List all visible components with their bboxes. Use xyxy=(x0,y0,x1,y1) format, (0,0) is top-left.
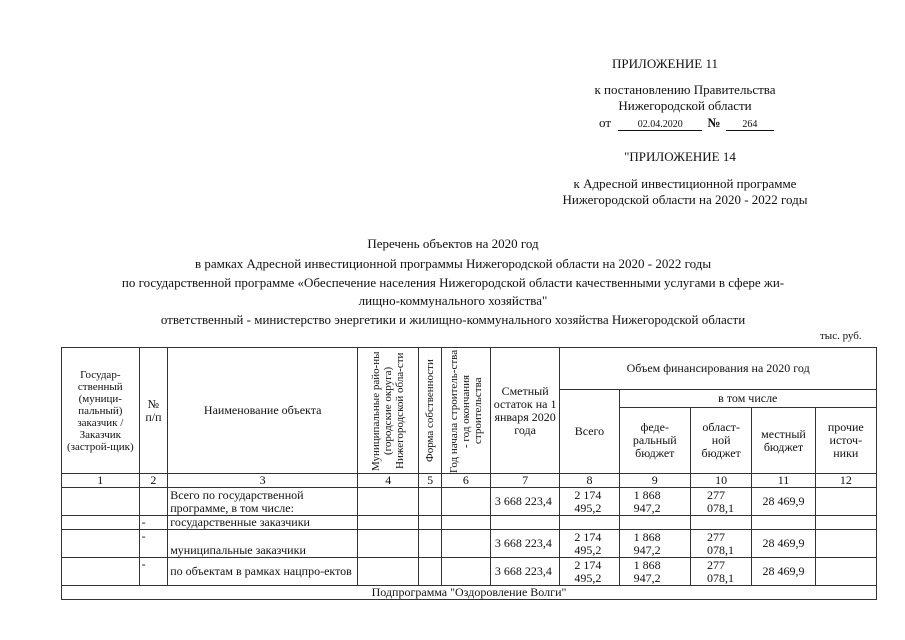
table-row xyxy=(62,516,877,530)
col-number: 6 xyxy=(441,474,490,488)
appendix-title: ПРИЛОЖЕНИЕ 11 xyxy=(612,56,718,71)
row-regional: 277 078,1 xyxy=(691,530,752,558)
doc-title-line-1: Перечень объектов на 2020 год xyxy=(367,236,539,251)
row-name: муниципальные заказчики xyxy=(168,530,358,558)
col-number: 12 xyxy=(815,474,876,488)
row-num: - xyxy=(139,530,168,558)
row-num: - xyxy=(139,558,168,586)
header-funding-group: Объем финансирования на 2020 год xyxy=(560,348,877,390)
row-local: 28 469,9 xyxy=(752,558,815,586)
decree-line-2: Нижегородской области xyxy=(618,98,752,113)
col-number: 10 xyxy=(691,474,752,488)
doc-title-line-4: лищно-коммунального хозяйства" xyxy=(358,293,548,308)
header-num: № п/п xyxy=(139,348,168,474)
from-label: от xyxy=(599,115,612,130)
col-number: 2 xyxy=(139,474,168,488)
header-federal: феде-ральный бюджет xyxy=(619,408,690,474)
program-line-1: к Адресной инвестиционной программе xyxy=(573,176,797,191)
header-estimate: Сметный остаток на 1 января 2020 года xyxy=(490,348,559,474)
row-regional: 277 078,1 xyxy=(691,558,752,586)
row-name: Всего по государственной программе, в том числе: xyxy=(168,488,358,516)
header-ownership: Форма собственности xyxy=(424,359,437,462)
table-row xyxy=(62,530,877,558)
row-local: 28 469,9 xyxy=(752,530,815,558)
row-total: 2 174 495,2 xyxy=(560,558,619,586)
col-number: 11 xyxy=(752,474,815,488)
col-number: 9 xyxy=(619,474,690,488)
doc-title-line-5: ответственный - министерство энергетики и жилищно-коммунального хозяйства Нижегородской области xyxy=(160,312,746,327)
row-local xyxy=(752,516,815,530)
row-total xyxy=(560,516,619,530)
row-estimate: 3 668 223,4 xyxy=(490,558,559,586)
header-years: Год начала строитель-ства - год окончания строительства xyxy=(447,348,484,473)
row-regional: 277 078,1 xyxy=(691,488,752,516)
decree-number: 264 xyxy=(726,119,774,131)
row-name: по объектам в рамках нацпро-ектов xyxy=(168,558,358,586)
decree-line-1: к постановлению Правительства xyxy=(594,82,776,97)
subprogram-title: Подпрограмма "Оздоровление Волги" xyxy=(62,586,877,600)
row-regional xyxy=(691,516,752,530)
header-object-name: Наименование объекта xyxy=(168,348,358,474)
table-row xyxy=(62,488,877,516)
col-number: 8 xyxy=(560,474,619,488)
header-customer: Государ-ственный (муници-пальный) заказчик /Заказчик (застрой-щик) xyxy=(62,348,140,474)
units-label: тыс. руб. xyxy=(820,330,862,342)
row-estimate: 3 668 223,4 xyxy=(490,530,559,558)
table-row xyxy=(62,558,877,586)
column-number-row xyxy=(62,474,877,488)
row-num: - xyxy=(139,516,168,530)
objects-table xyxy=(61,347,877,600)
header-including: в том числе xyxy=(619,390,876,408)
col-number: 1 xyxy=(62,474,140,488)
row-federal: 1 868 947,2 xyxy=(619,530,690,558)
col-number: 5 xyxy=(419,474,441,488)
row-estimate: 3 668 223,4 xyxy=(490,488,559,516)
row-local: 28 469,9 xyxy=(752,488,815,516)
header-other: прочие источ-ники xyxy=(815,408,876,474)
row-total: 2 174 495,2 xyxy=(560,488,619,516)
row-name: государственные заказчики xyxy=(168,516,358,530)
row-federal: 1 868 947,2 xyxy=(619,558,690,586)
header-regional: област-ной бюджет xyxy=(691,408,752,474)
program-line-2: Нижегородской области на 2020 - 2022 годы xyxy=(562,192,808,207)
appendix14-title: "ПРИЛОЖЕНИЕ 14 xyxy=(624,149,736,164)
header-district: Муниципальные райо-ны (городские округа) Нижегородской обла-сти xyxy=(370,350,407,471)
decree-date-line xyxy=(599,115,774,131)
col-number: 3 xyxy=(168,474,358,488)
header-local: местный бюджет xyxy=(752,408,815,474)
col-number: 7 xyxy=(490,474,559,488)
row-federal: 1 868 947,2 xyxy=(619,488,690,516)
subprogram-row xyxy=(62,586,877,600)
header-total: Всего xyxy=(560,390,619,474)
decree-date: 02.04.2020 xyxy=(618,119,702,131)
doc-title-line-3: по государственной программе «Обеспечение населения Нижегородской области качественными услугами в сфере жи- xyxy=(121,275,785,290)
row-num xyxy=(139,488,168,516)
number-label: № xyxy=(707,115,721,130)
row-estimate xyxy=(490,516,559,530)
row-total: 2 174 495,2 xyxy=(560,530,619,558)
row-federal xyxy=(619,516,690,530)
col-number: 4 xyxy=(358,474,419,488)
doc-title-line-2: в рамках Адресной инвестиционной программы Нижегородской области на 2020 - 2022 годы xyxy=(194,256,712,271)
